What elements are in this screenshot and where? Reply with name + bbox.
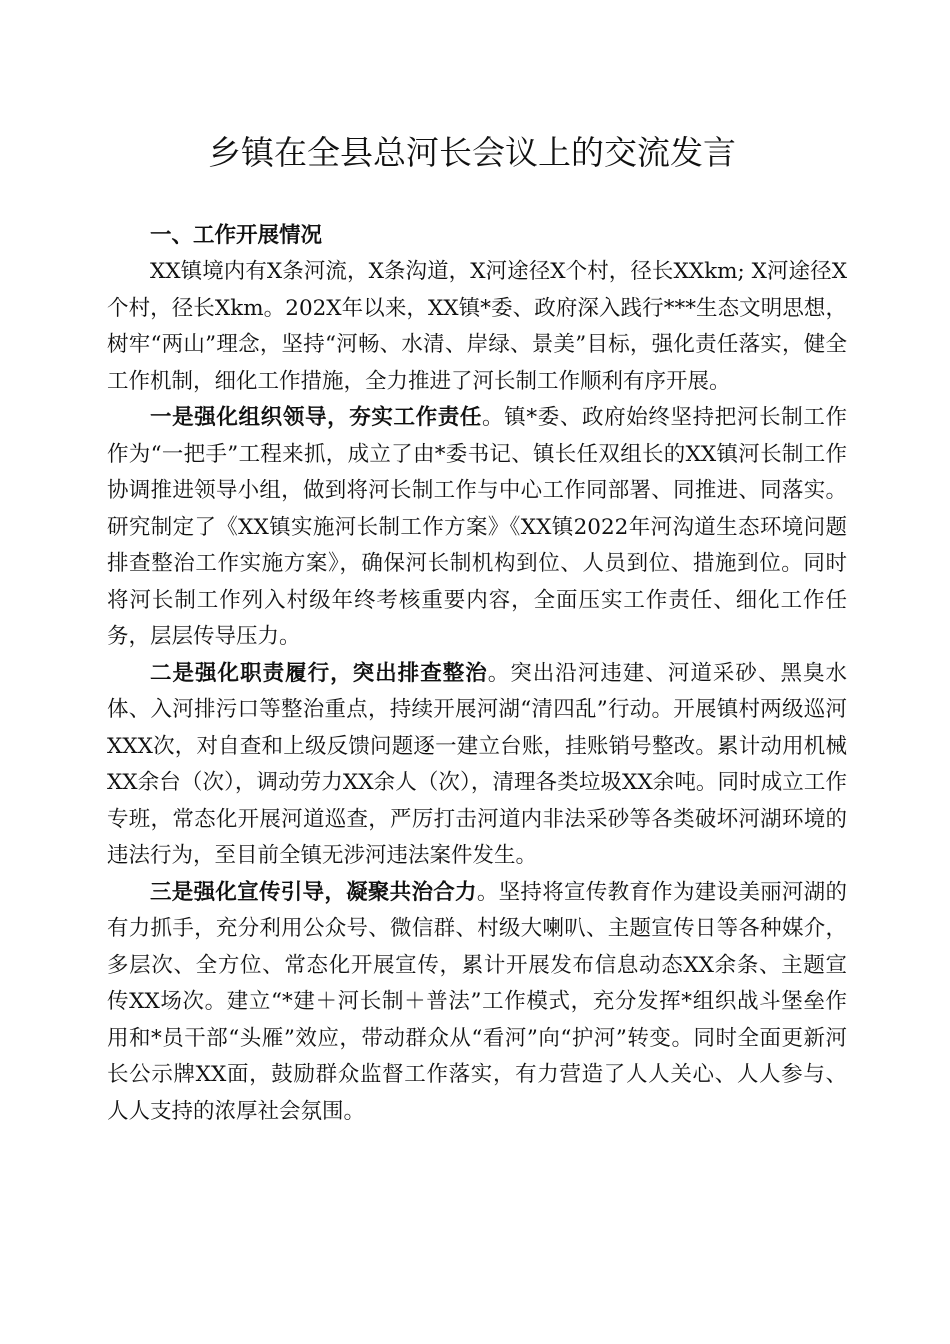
paragraph-duties <box>107 656 847 875</box>
document-page <box>107 128 847 1130</box>
paragraph-organization <box>107 400 847 656</box>
paragraph-text: 。突出沿河违建、河道采砂、黑臭水体、入河排污口等整治重点，持续开展河湖“清四乱”行动。开展镇村两级巡河XXX次，对自查和上级反馈问题逐一建立台账，挂账销号整改。累计动用机械XX余台（次），调动劳力XX余人（次），清理各类垃圾XX余吨。同时成立工作专班，常态化开展河道巡查，严厉打击河道内非法采砂等各类破坏河湖环境的违法行为，至目前全镇无涉河违法案件发生。 <box>107 660 847 868</box>
paragraph-intro <box>107 254 847 400</box>
paragraph-lead: 三是强化宣传引导，凝聚共治合力 <box>150 879 477 905</box>
paragraph-text: 。坚持将宣传教育作为建设美丽河湖的有力抓手，充分利用公众号、微信群、村级大喇叭、主题宣传日等各种媒介，多层次、全方位、常态化开展宣传，累计开展发布信息动态XX余条、主题宣传XX场次。建立“*建＋河长制＋普法”工作模式，充分发挥*组织战斗堡垒作用和*员干部“头雁”效应，带动群众从“看河”向“护河”转变。同时全面更新河长公示牌XX面，鼓励群众监督工作落实，有力营造了人人关心、人人参与、人人支持的浓厚社会氛围。 <box>107 879 847 1124</box>
paragraph-lead: 一是强化组织领导，夯实工作责任 <box>150 405 483 430</box>
paragraph-text: XX镇境内有X条河流，X条沟道，X河途径X个村，径长XXkm; X河途径X个村，径长Xkm。202X年以来，XX镇*委、政府深入践行***生态文明思想，树牢“两山”理念，坚持“河畅、水清、岸绿、景美”目标，强化责任落实，健全工作机制，细化工作措施，全力推进了河长制工作顺利有序开展。 <box>107 259 847 394</box>
paragraph-text: 。镇*委、政府始终坚持把河长制工作作为“一把手”工程来抓，成立了由*委书记、镇长任双组长的XX镇河长制工作协调推进领导小组，做到将河长制工作与中心工作同部署、同推进、同落实。研究制定了《XX镇实施河长制工作方案》《XX镇2022年河沟道生态环境问题排查整治工作实施方案》，确保河长制机构到位、人员到位、措施到位。同时将河长制工作列入村级年终考核重要内容，全面压实工作责任、细化工作任务，层层传导压力。 <box>107 405 847 649</box>
document-title: 乡镇在全县总河长会议上的交流发言 <box>208 133 736 172</box>
section-heading: 一、工作开展情况 <box>150 223 323 248</box>
paragraph-publicity <box>107 875 847 1131</box>
paragraph-lead: 二是强化职责履行，突出排查整治 <box>150 660 488 686</box>
